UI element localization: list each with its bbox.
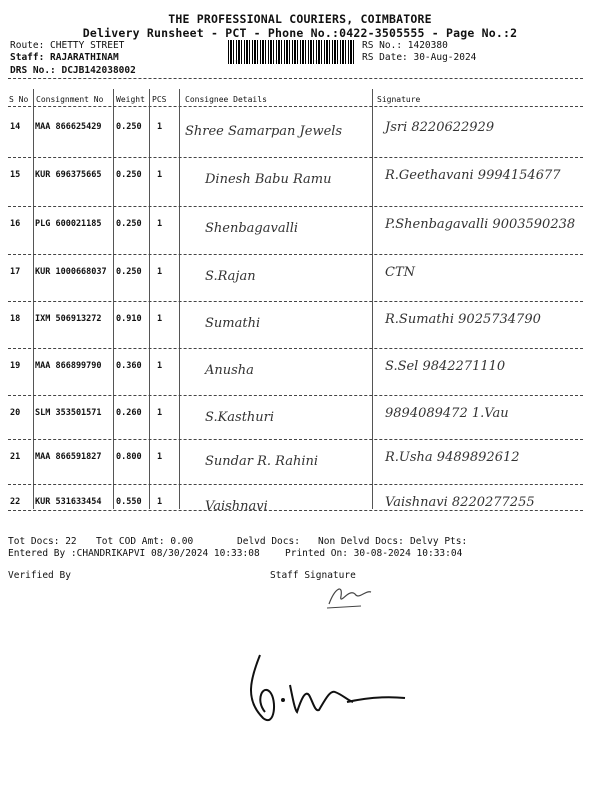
staff-signature-mark — [325, 582, 375, 612]
row-sno: 20 — [10, 408, 21, 418]
row-divider — [8, 484, 583, 485]
row-signature-handwriting: CTN — [385, 265, 415, 280]
tot-docs: Tot Docs: 22 — [8, 536, 77, 547]
row-sno: 16 — [10, 219, 21, 229]
row-divider — [8, 348, 583, 349]
row-divider — [8, 157, 583, 158]
row-consignment: KUR 531633454 — [35, 497, 102, 507]
row-consignment: SLM 353501571 — [35, 408, 102, 418]
row-weight: 0.910 — [116, 314, 142, 324]
col-sno: S No — [9, 95, 29, 104]
row-sno: 21 — [10, 452, 21, 462]
row-consignment: IXM 506913272 — [35, 314, 102, 324]
row-signature-handwriting: R.Sumathi 9025734790 — [385, 312, 541, 327]
row-weight: 0.250 — [116, 122, 142, 132]
row-consignee-handwriting: S.Rajan — [205, 269, 256, 284]
row-signature-handwriting: P.Shenbagavalli 9003590238 — [385, 217, 576, 232]
row-sno: 14 — [10, 122, 21, 132]
row-divider — [8, 206, 583, 207]
row-weight: 0.800 — [116, 452, 142, 462]
column-rule — [149, 89, 150, 509]
drs-number: DRS No.: DCJB142038002 — [10, 65, 136, 76]
col-consignee: Consignee Details — [185, 95, 267, 104]
row-consignee-handwriting: Sumathi — [205, 316, 261, 331]
row-sno: 15 — [10, 170, 21, 180]
row-consignee-handwriting: Dinesh Babu Ramu — [205, 172, 332, 187]
printed-on: Printed On: 30-08-2024 10:33:04 — [285, 548, 463, 559]
row-pcs: 1 — [157, 267, 163, 277]
row-divider — [8, 254, 583, 255]
barcode-icon — [228, 40, 356, 64]
row-consignment: MAA 866591827 — [35, 452, 102, 462]
row-signature-handwriting: Vaishnavi 8220277255 — [385, 495, 535, 510]
column-rule — [33, 89, 34, 509]
row-consignee-handwriting: Vaishnavi — [205, 499, 268, 514]
row-pcs: 1 — [157, 314, 163, 324]
row-sno: 18 — [10, 314, 21, 324]
row-consignment: KUR 696375665 — [35, 170, 102, 180]
delvd-docs: Delvd Docs: — [237, 536, 300, 547]
row-signature-handwriting: 9894089472 1.Vau — [385, 406, 509, 421]
row-weight: 0.550 — [116, 497, 142, 507]
row-divider — [8, 439, 583, 440]
row-consignment: PLG 600021185 — [35, 219, 102, 229]
row-sno: 22 — [10, 497, 21, 507]
rs-date: RS Date: 30-Aug-2024 — [362, 52, 477, 63]
row-signature-handwriting: Jsri 8220622929 — [385, 120, 495, 135]
row-pcs: 1 — [157, 408, 163, 418]
row-consignee-handwriting: Shenbagavalli — [205, 221, 299, 236]
col-weight: Weight — [116, 95, 145, 104]
row-divider — [8, 301, 583, 302]
staff-signature-label: Staff Signature — [270, 570, 356, 581]
col-consignment: Consignment No — [36, 95, 104, 104]
entered-by: Entered By :CHANDRIKAPVI 08/30/2024 10:33:08 — [8, 548, 260, 559]
row-pcs: 1 — [157, 170, 163, 180]
row-sno: 17 — [10, 267, 21, 277]
col-signature: Signature — [377, 95, 421, 104]
divider — [8, 106, 583, 107]
row-consignee-handwriting: Shree Samarpan Jewels — [185, 124, 343, 139]
tot-cod: Tot COD Amt: 0.00 — [96, 536, 194, 547]
bottom-signature-mark — [235, 640, 435, 735]
row-divider — [8, 395, 583, 396]
non-delvd-docs: Non Delvd Docs: — [318, 536, 404, 547]
company-title: THE PROFESSIONAL COURIERS, COIMBATORE — [168, 12, 432, 26]
row-pcs: 1 — [157, 122, 163, 132]
row-consignment: KUR 1000668037 — [35, 267, 107, 277]
row-pcs: 1 — [157, 497, 163, 507]
divider — [8, 78, 583, 79]
verified-by: Verified By — [8, 570, 71, 581]
row-pcs: 1 — [157, 361, 163, 371]
route-label: Route: CHETTY STREET — [10, 40, 125, 51]
row-consignee-handwriting: S.Kasthuri — [205, 410, 275, 425]
row-consignment: MAA 866625429 — [35, 122, 102, 132]
row-consignee-handwriting: Anusha — [205, 363, 254, 378]
row-consignment: MAA 866899790 — [35, 361, 102, 371]
row-consignee-handwriting: Sundar R. Rahini — [205, 454, 319, 469]
row-signature-handwriting: S.Sel 9842271110 — [385, 359, 506, 374]
row-weight: 0.360 — [116, 361, 142, 371]
rs-number: RS No.: 1420380 — [362, 40, 448, 51]
row-weight: 0.250 — [116, 219, 142, 229]
row-signature-handwriting: R.Geethavani 9994154677 — [385, 168, 561, 183]
row-divider — [8, 510, 583, 511]
delvy-pts: Delvy Pts: — [410, 536, 468, 547]
runsheet-subtitle: Delivery Runsheet - PCT - Phone No.:0422-3505555 - Page No.:2 — [82, 26, 518, 40]
staff-label: Staff: RAJARATHINAM — [10, 52, 119, 63]
row-signature-handwriting: R.Usha 9489892612 — [385, 450, 520, 465]
col-pcs: PCS — [152, 95, 167, 104]
row-sno: 19 — [10, 361, 21, 371]
column-rule — [179, 89, 180, 509]
row-pcs: 1 — [157, 219, 163, 229]
row-weight: 0.260 — [116, 408, 142, 418]
column-rule — [372, 89, 373, 509]
row-weight: 0.250 — [116, 267, 142, 277]
row-pcs: 1 — [157, 452, 163, 462]
column-rule — [113, 89, 114, 509]
row-weight: 0.250 — [116, 170, 142, 180]
